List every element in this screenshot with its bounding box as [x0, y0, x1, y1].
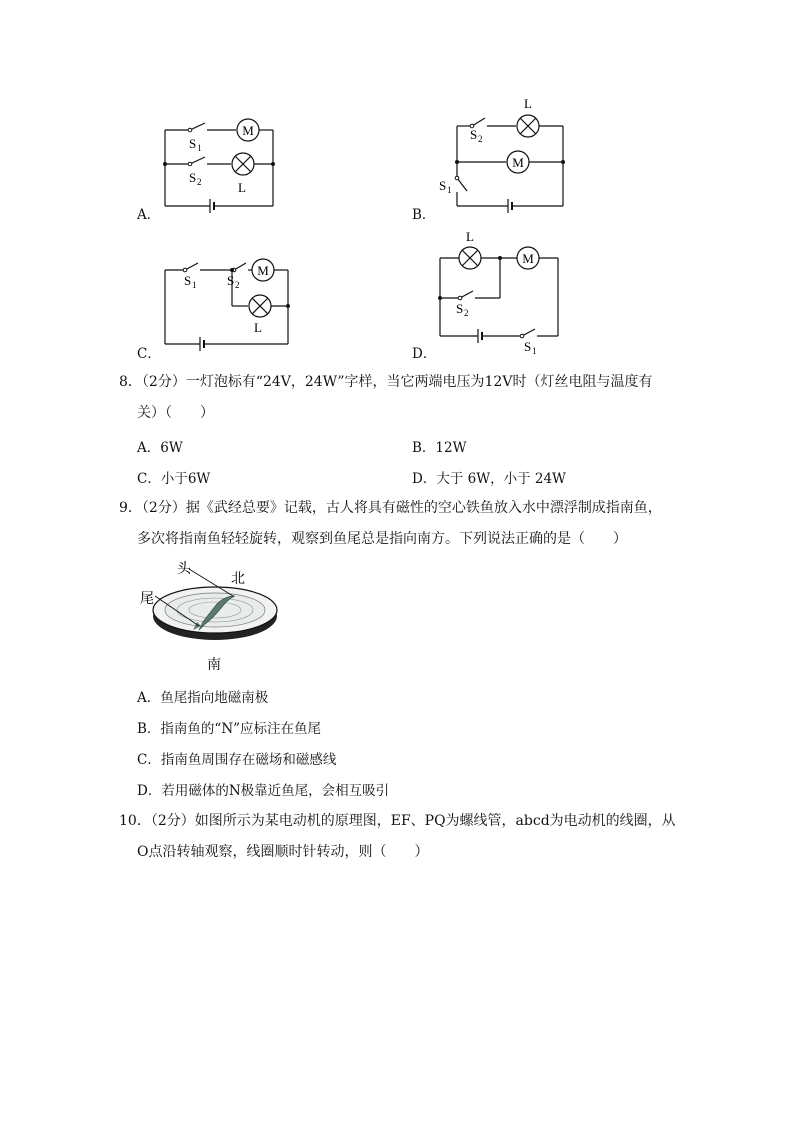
circuit-c-diagram	[150, 250, 300, 360]
circuit-a-s1-sub: 1	[197, 143, 202, 153]
circuit-b-s1-sub: 1	[447, 185, 452, 195]
option-a-label: A．	[137, 207, 161, 223]
q9-stem-line1: 9．（2分）据《武经总要》记载，古人将具有磁性的空心铁鱼放入水中漂浮制成指南鱼，	[119, 500, 662, 516]
south-pointing-fish-figure	[135, 556, 285, 676]
q9-option-d: D．若用磁体的N极靠近鱼尾，会相互吸引	[137, 783, 390, 799]
q9-option-b: B．指南鱼的“N”应标注在鱼尾	[137, 721, 322, 737]
circuit-d-diagram	[430, 228, 570, 358]
circuit-a-s1-label: S	[189, 136, 197, 151]
circuit-d-s1-sub: 1	[532, 346, 537, 356]
circuit-b-s2-label: S	[470, 127, 478, 142]
circuit-d-lamp-label: L	[466, 229, 474, 244]
label-north: 北	[231, 572, 245, 587]
q10-stem-line1: 10．（2分）如图所示为某电动机的原理图，EF、PQ为螺线管，abcd为电动机的线圈，从	[119, 813, 676, 829]
circuit-d-motor-symbol: M	[522, 251, 534, 266]
q8-option-b: B．12W	[412, 440, 467, 456]
circuit-b-lamp-label: L	[524, 96, 532, 111]
circuit-b-s1-label: S	[439, 178, 447, 193]
label-head: 头	[177, 562, 191, 577]
option-b-label: B．	[412, 207, 436, 223]
circuit-d-s2-label: S	[456, 301, 464, 316]
q8-stem-line1: 8．（2分）一灯泡标有“24V，24W”字样，当它两端电压为12V时（灯丝电阻与温度有	[119, 374, 653, 390]
circuit-b-s2-sub: 2	[478, 134, 483, 144]
q8-stem-line2: 关）（ ）	[137, 405, 214, 421]
circuit-d-s1-label: S	[524, 339, 532, 354]
circuit-c-motor-symbol: M	[257, 263, 269, 278]
label-tail: 尾	[140, 592, 154, 607]
circuit-c-s2-sub: 2	[235, 280, 240, 290]
circuit-c-lamp-label: L	[254, 320, 262, 335]
option-d-label: D．	[412, 346, 437, 362]
circuit-b-diagram	[430, 92, 590, 222]
q9-option-c: C．指南鱼周围存在磁场和磁感线	[137, 752, 337, 768]
circuit-d-s2-sub: 2	[464, 308, 469, 318]
circuit-a-s2-sub: 2	[197, 177, 202, 187]
circuit-a-lamp-label: L	[238, 180, 246, 195]
circuit-c-s1-sub: 1	[192, 280, 197, 290]
q8-option-d: D．大于 6W，小于 24W	[412, 471, 566, 487]
q8-option-a: A．6W	[137, 440, 183, 456]
q10-stem-line2: O点沿转轴观察，线圈顺时针转动，则（ ）	[137, 844, 429, 860]
circuit-a-motor-symbol: M	[242, 123, 254, 138]
q9-option-a: A．鱼尾指向地磁南极	[137, 690, 269, 706]
circuit-c-s2-label: S	[227, 273, 235, 288]
q9-stem-line2: 多次将指南鱼轻轻旋转，观察到鱼尾总是指向南方。下列说法正确的是（ ）	[137, 531, 627, 547]
option-c-label: C．	[137, 346, 161, 362]
label-south: 南	[207, 658, 221, 673]
circuit-c-s1-label: S	[184, 273, 192, 288]
q8-option-c: C．小于6W	[137, 471, 211, 487]
circuit-b-motor-symbol: M	[512, 155, 524, 170]
circuit-a-s2-label: S	[189, 170, 197, 185]
